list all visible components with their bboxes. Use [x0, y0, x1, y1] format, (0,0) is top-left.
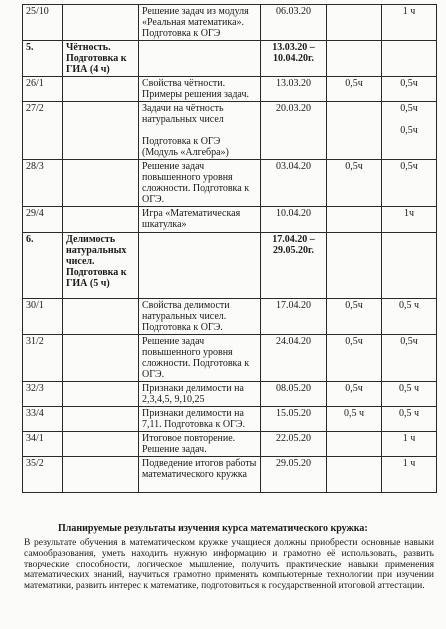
fact-hours-cell: 1 ч: [382, 457, 437, 493]
topic-cell: [63, 457, 139, 493]
results-heading: Планируемые результаты изучения курса математического кружка:: [58, 523, 368, 534]
plan-hours-cell: [327, 41, 382, 77]
schedule-table: [22, 4, 437, 493]
date-cell: 08.05.20: [261, 382, 327, 407]
plan-hours-cell: 0,5ч: [327, 77, 382, 102]
number-cell: 35/2: [23, 457, 63, 493]
date-cell: 17.04.20 – 29.05.20г.: [261, 233, 327, 299]
lesson-cell: Итоговое повторение. Решение задач.: [139, 432, 261, 457]
topic-cell: [63, 207, 139, 233]
fact-hours-cell: 0,5 ч: [382, 382, 437, 407]
number-cell: 33/4: [23, 407, 63, 432]
date-cell: 13.03.20 – 10.04.20г.: [261, 41, 327, 77]
number-cell: 6.: [23, 233, 63, 299]
plan-hours-cell: [327, 233, 382, 299]
plan-hours-cell: [327, 432, 382, 457]
table-row: [23, 457, 437, 493]
table-row: [23, 432, 437, 457]
number-cell: 25/10: [23, 5, 63, 41]
plan-hours-cell: 0,5ч: [327, 335, 382, 382]
date-cell: 20.03.20: [261, 102, 327, 160]
plan-hours-cell: 0,5ч: [327, 160, 382, 207]
table-row: [23, 207, 437, 233]
fact-hours-cell: 0,5ч: [382, 77, 437, 102]
topic-cell: [63, 160, 139, 207]
lesson-cell: Решение задач повышенного уровня сложности. Подготовка к ОГЭ.: [139, 160, 261, 207]
topic-cell: [63, 382, 139, 407]
lesson-cell: [139, 233, 261, 299]
table-row: [23, 335, 437, 382]
lesson-cell: Свойства чётности. Примеры решения задач.: [139, 77, 261, 102]
fact-hours-cell: 0,5ч 0,5ч: [382, 102, 437, 160]
number-cell: 5.: [23, 41, 63, 77]
lesson-cell: Решение задач из модуля «Реальная математика». Подготовка к ОГЭ: [139, 5, 261, 41]
lesson-cell: Подведение итогов работы математического кружка: [139, 457, 261, 493]
number-cell: 29/4: [23, 207, 63, 233]
date-cell: 24.04.20: [261, 335, 327, 382]
fact-hours-cell: 0,5 ч: [382, 407, 437, 432]
topic-cell: [63, 432, 139, 457]
lesson-cell: Свойства делимости натуральных чисел. Подготовка к ОГЭ.: [139, 299, 261, 335]
plan-hours-cell: 0,5 ч: [327, 407, 382, 432]
topic-cell: [63, 102, 139, 160]
plan-hours-cell: 0,5ч: [327, 382, 382, 407]
table-row: [23, 5, 437, 41]
number-cell: 27/2: [23, 102, 63, 160]
date-cell: 29.05.20: [261, 457, 327, 493]
topic-cell: [63, 77, 139, 102]
plan-hours-cell: [327, 102, 382, 160]
date-cell: 17.04.20: [261, 299, 327, 335]
date-cell: 03.04.20: [261, 160, 327, 207]
date-cell: 13.03.20: [261, 77, 327, 102]
plan-hours-cell: [327, 207, 382, 233]
table-row: [23, 77, 437, 102]
fact-hours-cell: [382, 41, 437, 77]
plan-hours-cell: 0,5ч: [327, 299, 382, 335]
schedule-table-body: [23, 5, 437, 493]
plan-hours-cell: [327, 5, 382, 41]
fact-hours-cell: 0,5 ч: [382, 299, 437, 335]
fact-hours-cell: 0,5ч: [382, 160, 437, 207]
number-cell: 32/3: [23, 382, 63, 407]
fact-hours-cell: 1 ч: [382, 432, 437, 457]
date-cell: 10.04.20: [261, 207, 327, 233]
section-row: [23, 233, 437, 299]
date-cell: 06.03.20: [261, 5, 327, 41]
lesson-cell: [139, 41, 261, 77]
lesson-cell: Игра «Математическая шкатулка»: [139, 207, 261, 233]
table-row: [23, 382, 437, 407]
number-cell: 34/1: [23, 432, 63, 457]
topic-cell: [63, 407, 139, 432]
table-row: [23, 160, 437, 207]
topic-cell: Делимость натуральных чисел. Подготовка к ГИА (5 ч): [63, 233, 139, 299]
fact-hours-cell: 1ч: [382, 207, 437, 233]
table-row: [23, 102, 437, 160]
results-paragraph: В результате обучения в математическом кружке учащиеся должны приобрести основные навыки самообразования, уметь находить нужную информацию и грамотно её использовать, развить творческие способности, логическое мышление, получить практические навыки применения математических знаний, научиться грамотно применять компьютерные технологии при изучении математики, развить интерес к математике, подготовиться к государственной итоговой аттестации.: [24, 538, 434, 592]
lesson-cell: Задачи на чётность натуральных чисел Подготовка к ОГЭ (Модуль «Алгебра»): [139, 102, 261, 160]
number-cell: 31/2: [23, 335, 63, 382]
table-row: [23, 299, 437, 335]
lesson-cell: Признаки делимости на 7,11. Подготовка к ОГЭ.: [139, 407, 261, 432]
fact-hours-cell: [382, 233, 437, 299]
section-row: [23, 41, 437, 77]
lesson-cell: Решение задач повышенного уровня сложности. Подготовка к ОГЭ.: [139, 335, 261, 382]
fact-hours-cell: 0,5ч: [382, 335, 437, 382]
topic-cell: [63, 5, 139, 41]
topic-cell: Чётность. Подготовка к ГИА (4 ч): [63, 41, 139, 77]
plan-hours-cell: [327, 457, 382, 493]
date-cell: 15.05.20: [261, 407, 327, 432]
lesson-cell: Признаки делимости на 2,3,4,5, 9,10,25: [139, 382, 261, 407]
number-cell: 30/1: [23, 299, 63, 335]
number-cell: 28/3: [23, 160, 63, 207]
fact-hours-cell: 1 ч: [382, 5, 437, 41]
table-row: [23, 407, 437, 432]
date-cell: 22.05.20: [261, 432, 327, 457]
topic-cell: [63, 299, 139, 335]
topic-cell: [63, 335, 139, 382]
number-cell: 26/1: [23, 77, 63, 102]
